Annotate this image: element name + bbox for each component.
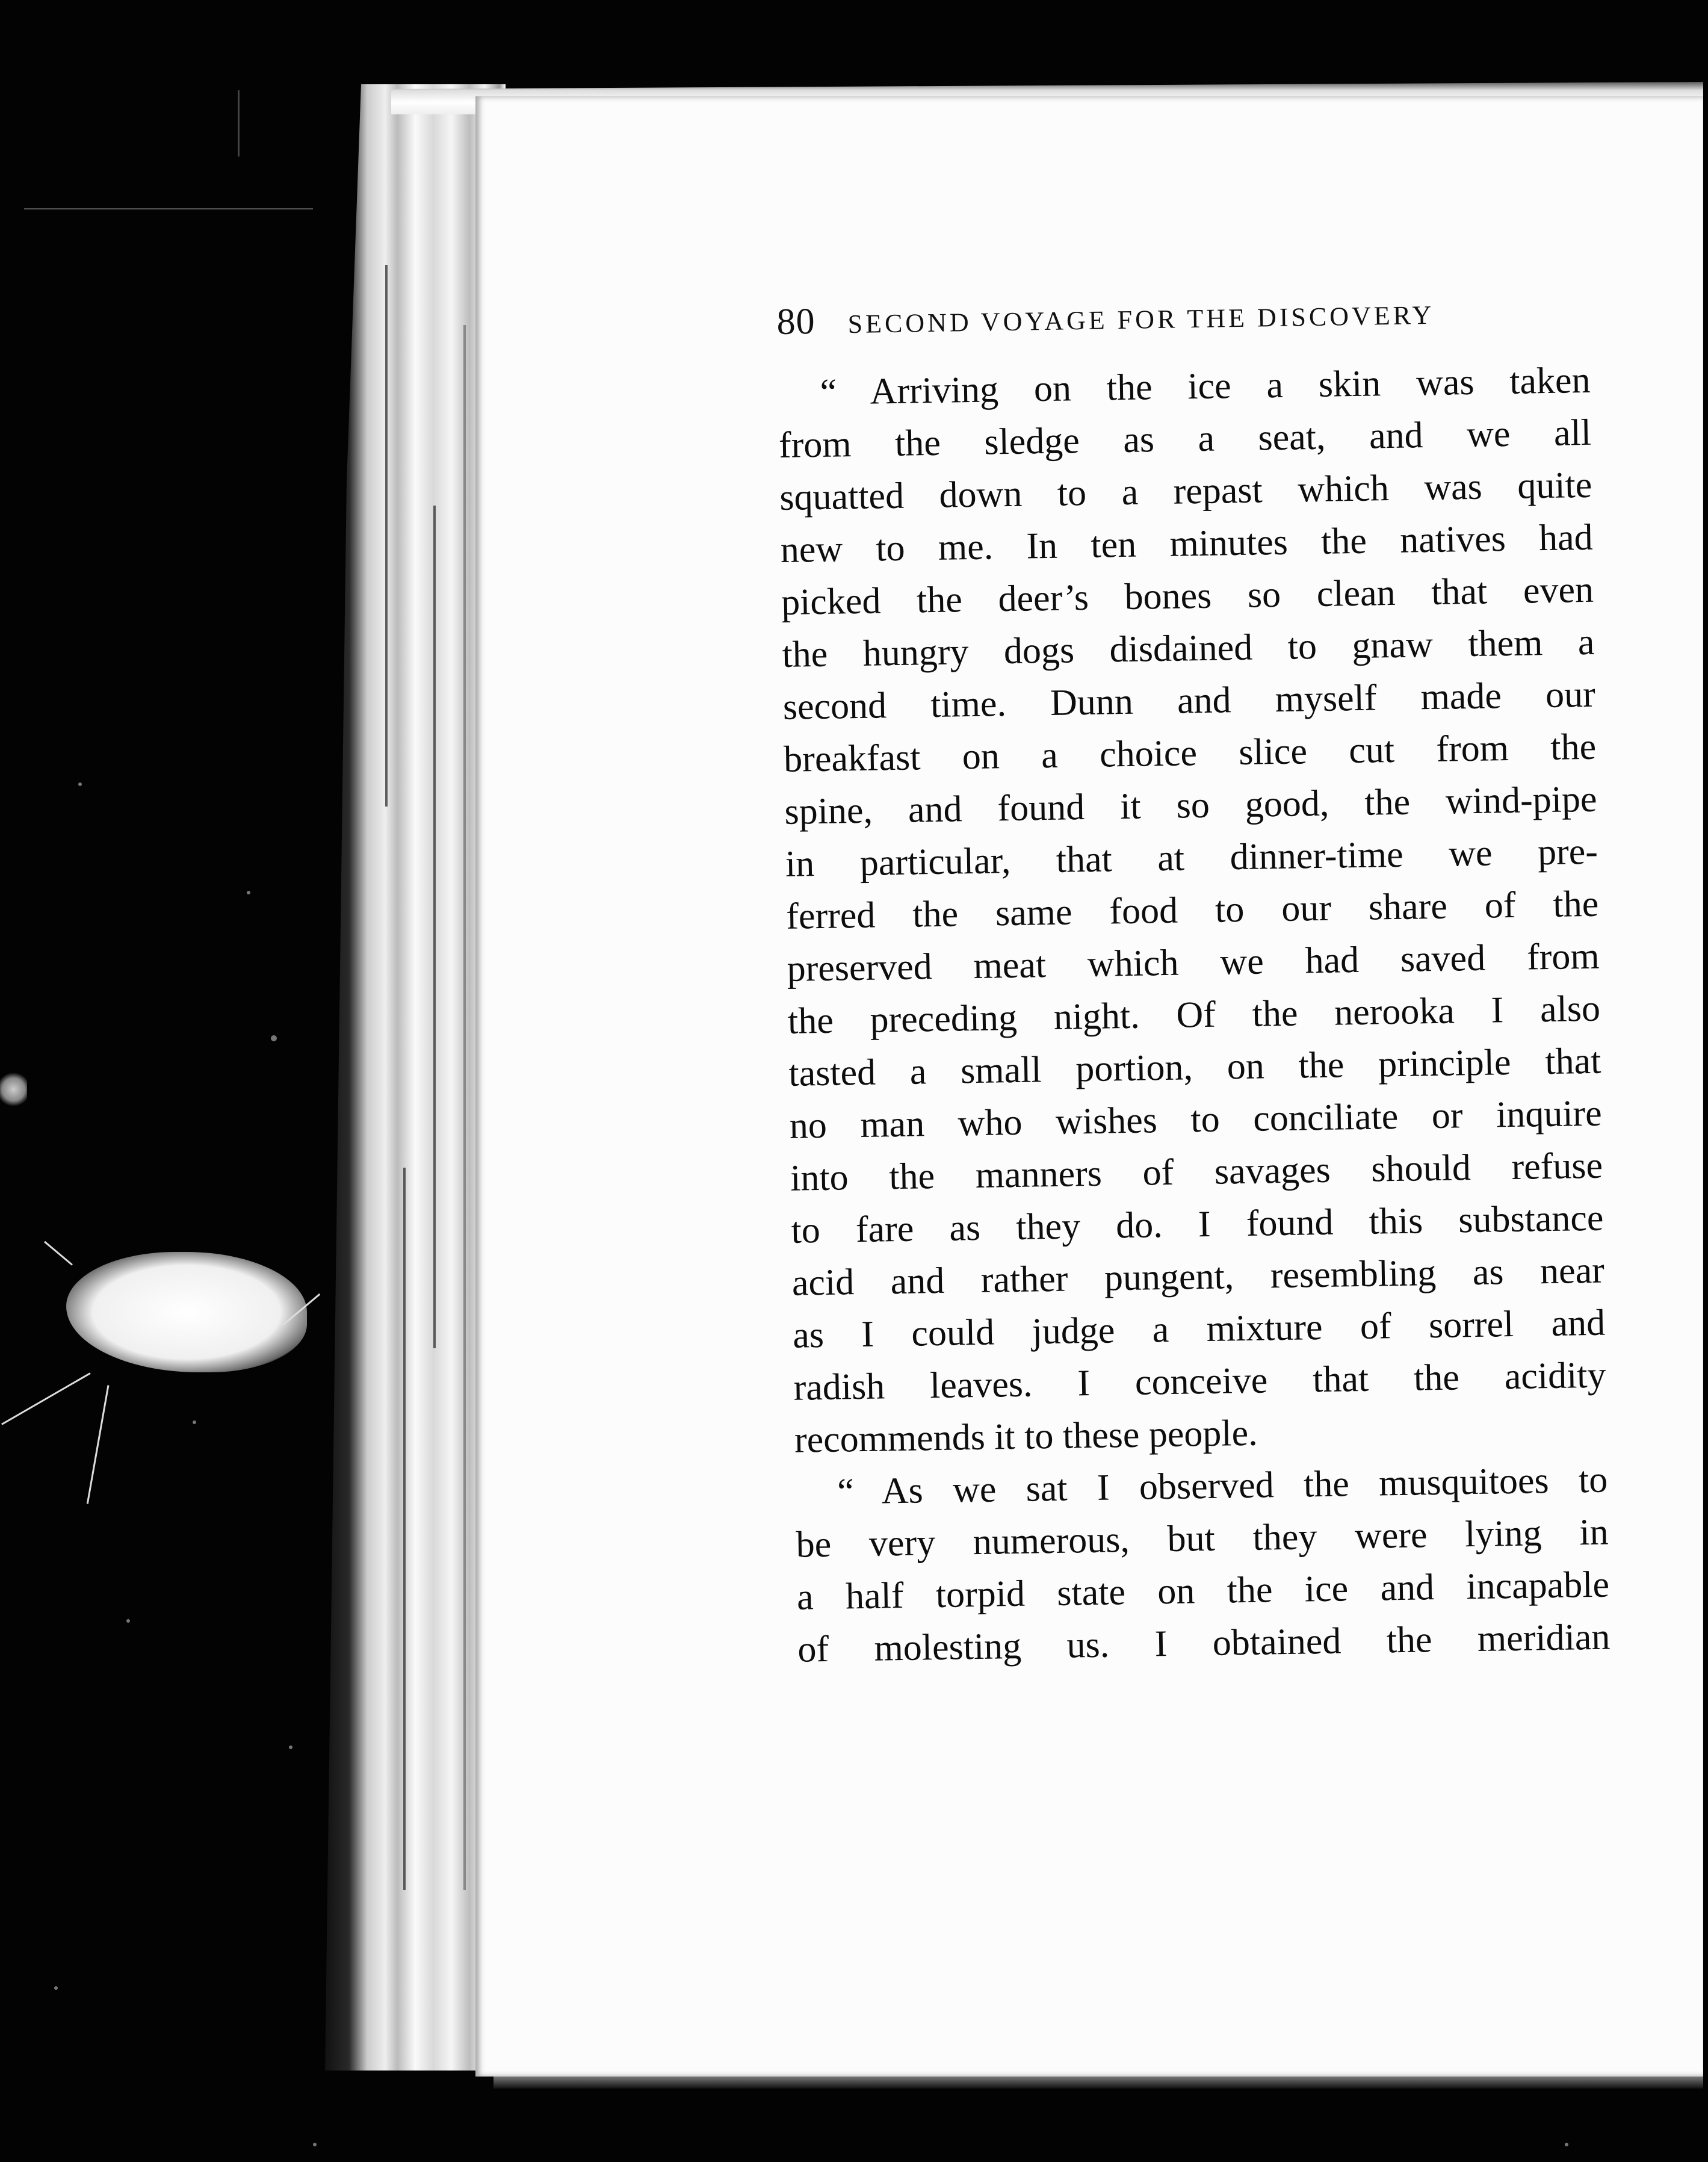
scratch-mark xyxy=(24,208,313,209)
text-line: no man who wishes to conciliate or inquire xyxy=(789,1092,1603,1147)
text-line: radish leaves. I conceive that the acidity xyxy=(793,1354,1607,1408)
fiber-strand xyxy=(87,1385,110,1504)
dust-speck xyxy=(289,1745,292,1749)
text-line: breakfast on a choice slice cut from the xyxy=(783,726,1597,780)
text-line: tasted a small portion, on the principle that xyxy=(788,1040,1601,1094)
smudge-mark xyxy=(0,1071,27,1107)
dust-speck xyxy=(313,2143,317,2146)
text-line: of molesting us. I obtained the meridian xyxy=(797,1616,1611,1670)
dust-speck xyxy=(247,891,250,894)
dust-speck xyxy=(271,1035,277,1041)
smudge-mark xyxy=(66,1252,307,1372)
fiber-strand xyxy=(1,1372,91,1425)
text-line: “ As we sat I observed the musquitoes to xyxy=(837,1459,1608,1513)
page-number: 80 xyxy=(776,300,816,342)
text-line: to fare as they do. I found this substance xyxy=(791,1197,1604,1251)
text-line: recommends it to these people. xyxy=(794,1412,1258,1461)
text-line: in particular, that at dinner-time we pre- xyxy=(785,831,1598,885)
text-line: be very numerous, but they were lying in xyxy=(796,1511,1609,1566)
dust-speck xyxy=(126,1619,130,1623)
text-line: spine, and found it so good, the wind-pipe xyxy=(784,778,1597,832)
text-line: second time. Dunn and myself made our xyxy=(782,674,1596,728)
text-line: new to me. In ten minutes the natives had xyxy=(780,516,1594,571)
dust-speck xyxy=(193,1420,196,1424)
text-line: into the manners of savages should refuse xyxy=(790,1145,1603,1199)
text-line: a half torpid state on the ice and incapable xyxy=(796,1564,1610,1618)
dust-speck xyxy=(1565,2143,1568,2146)
text-line: “ Arriving on the ice a skin was taken xyxy=(820,359,1591,413)
text-line: the hungry dogs disdained to gnaw them a xyxy=(781,621,1595,675)
fiber-strand xyxy=(44,1241,73,1266)
text-line: ferred the same food to our share of the xyxy=(785,883,1599,937)
body-text xyxy=(778,355,1611,1676)
scratch-mark xyxy=(238,90,240,156)
dust-speck xyxy=(54,1986,58,1990)
text-line: squatted down to a repast which was quite xyxy=(779,464,1592,518)
text-line: preserved meat which we had saved from xyxy=(787,935,1600,990)
running-head: SECOND VOYAGE FOR THE DISCOVERY xyxy=(847,300,1435,339)
text-line: the preceding night. Of the nerooka I also xyxy=(787,988,1601,1042)
text-line: acid and rather pungent, resembling as near xyxy=(791,1250,1605,1304)
text-line: as I could judge a mixture of sorrel and xyxy=(792,1302,1606,1356)
dust-speck xyxy=(78,782,82,786)
text-line: picked the deer’s bones so clean that even xyxy=(781,569,1594,623)
text-line: from the sledge as a seat, and we all xyxy=(778,412,1592,466)
